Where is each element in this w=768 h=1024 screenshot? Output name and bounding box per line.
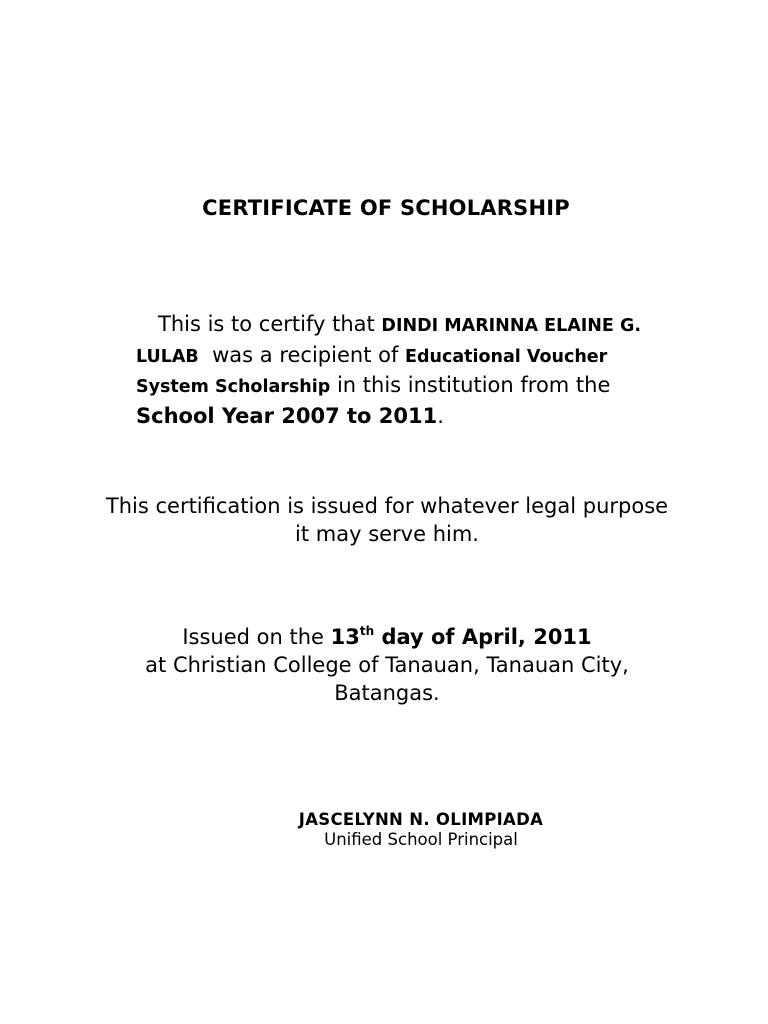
- issued-lead-text: Issued on the: [182, 625, 331, 649]
- scholarship-name: Educational Voucher System Scholarship: [136, 346, 608, 397]
- recipient-name: DINDI MARINNA ELAINE G. LULAB: [136, 316, 641, 367]
- institution-text: in this institution from the: [330, 373, 611, 397]
- school-year: School Year 2007 to 2011: [136, 403, 438, 428]
- statement-end-punctuation: .: [437, 403, 444, 428]
- certificate-title: CERTIFICATE OF SCHOLARSHIP: [202, 196, 570, 220]
- purpose-statement: This certification is issued for whatever legal purpose it may serve him.: [105, 494, 669, 546]
- certify-lead-text: This is to certify that: [158, 312, 382, 336]
- recipient-mid-text: was a recipient of: [198, 342, 406, 367]
- signatory-block: [250, 809, 592, 850]
- signatory-name: JASCELYNN N. OLIMPIADA: [298, 810, 544, 829]
- signatory-role: Unified School Principal: [324, 830, 518, 849]
- issued-day-suffix: th: [359, 624, 375, 638]
- issued-location: at Christian College of Tanauan, Tanauan City, Batangas.: [145, 653, 629, 705]
- issued-date: day of April, 2011: [374, 625, 592, 649]
- certification-statement: [136, 310, 676, 430]
- issuance-statement: [100, 623, 674, 707]
- issued-day-number: 13: [330, 625, 360, 649]
